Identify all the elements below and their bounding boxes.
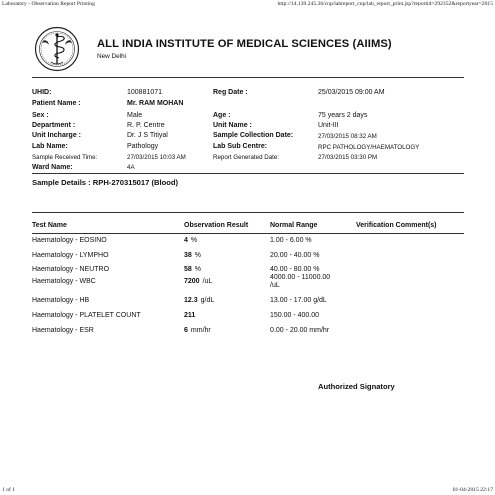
uhid-value: 100881071 [127, 89, 163, 96]
normal-range-line: 4000.00 - 11000.00 [270, 274, 331, 281]
lab-sub-centre-label: Lab Sub Centre: [213, 143, 268, 150]
result-unit: % [194, 252, 202, 259]
sample-received-label: Sample Received Time: [32, 154, 98, 161]
organization-name: ALL INDIA INSTITUTE OF MEDICAL SCIENCES (AIIMS) [97, 38, 392, 50]
result-value: 6 [184, 327, 188, 334]
unit-name-value: Unit-III [318, 122, 339, 129]
normal-range-line: 13.00 - 17.00 g/dL [270, 297, 327, 304]
test-name: Haematology - EOSINO [32, 237, 107, 244]
table-header-rule [32, 233, 464, 234]
observation-result [184, 252, 201, 260]
lab-name-label: Lab Name: [32, 143, 68, 150]
header-divider [32, 77, 464, 78]
department-value: R. P. Centre [127, 122, 165, 129]
browser-title: Laboratory - Observation Report Printing [2, 1, 95, 7]
reg-date-label: Reg Date : [213, 89, 248, 96]
age-label: Age : [213, 112, 231, 119]
observation-result [184, 297, 214, 305]
authorized-signatory: Authorized Signatory [318, 382, 395, 391]
observation-result [184, 237, 197, 245]
print-timestamp: 01-04-2015 22:17 [452, 487, 493, 493]
report-generated-value: 27/03/2015 03:30 PM [318, 154, 378, 161]
col-header-observation-result: Observation Result [184, 222, 249, 229]
normal-range [270, 274, 330, 289]
result-value: 4 [184, 237, 188, 244]
result-value: 12.3 [184, 297, 198, 304]
result-unit: g/dL [200, 297, 215, 304]
normal-range [270, 327, 329, 335]
observation-result [184, 266, 201, 274]
unit-name-label: Unit Name : [213, 122, 252, 129]
test-name: Haematology - WBC [32, 278, 96, 285]
sample-collection-value: 27/03/2015 08:32 AM [318, 133, 377, 140]
normal-range-unit: /uL [270, 281, 280, 289]
normal-range [270, 237, 312, 245]
result-unit: mm/hr [190, 327, 211, 334]
test-name: Haematology - LYMPHO [32, 252, 109, 259]
normal-range-line: 150.00 - 400.00 [270, 312, 320, 319]
result-value: 38 [184, 252, 192, 259]
unit-incharge-value: Dr. J S Titiyal [127, 132, 168, 139]
result-value: 7200 [184, 278, 200, 285]
normal-range-line: 1.00 - 6.00 % [270, 237, 312, 244]
result-unit: % [194, 266, 202, 273]
normal-range [270, 297, 327, 305]
normal-range [270, 312, 319, 320]
observation-result [184, 312, 198, 320]
sample-received-value: 27/03/2015 10:03 AM [127, 154, 186, 161]
test-name: Haematology - PLATELET COUNT [32, 312, 141, 319]
ward-name-value: 4A [127, 164, 135, 171]
normal-range-line: 0.00 - 20.00 mm/hr [270, 327, 330, 334]
patient-name-label: Patient Name : [32, 100, 81, 107]
uhid-label: UHID: [32, 89, 52, 96]
sample-collection-label: Sample Collection Date: [213, 132, 294, 139]
age-value: 75 years 2 days [318, 112, 368, 119]
lab-name-value: Pathology [127, 143, 159, 150]
info-divider [32, 173, 464, 174]
normal-range-line: 20.00 - 40.00 % [270, 252, 320, 259]
test-name: Haematology - NEUTRO [32, 266, 110, 273]
department-label: Department : [32, 122, 76, 129]
normal-range [270, 252, 319, 260]
report-generated-label: Report Generated Date: [213, 154, 280, 161]
col-header-verification-comments: Verification Comment(s) [356, 222, 437, 229]
table-top-rule [32, 212, 464, 213]
result-unit: /uL [202, 278, 213, 285]
col-header-normal-range: Normal Range [270, 222, 318, 229]
lab-sub-centre-value: RPC PATHOLOGY/HAEMATOLOGY [318, 144, 420, 151]
observation-result [184, 278, 212, 286]
sex-label: Sex : [32, 112, 49, 119]
observation-result [184, 327, 211, 335]
browser-url: http://14.139.245.36/cnp/labreport_cnp/lab_report_print.jsp?reportid=292352&reportyear=2015 [277, 1, 493, 7]
organization-city: New Delhi [97, 53, 127, 60]
patient-name-value: Mr. RAM MOHAN [127, 100, 184, 107]
normal-range-line: 40.00 - 80.00 % [270, 266, 320, 273]
normal-range [270, 266, 319, 274]
result-value: 211 [184, 312, 196, 319]
result-value: 58 [184, 266, 192, 273]
sex-value: Male [127, 112, 143, 119]
reg-date-value: 25/03/2015 09:00 AM [318, 89, 385, 96]
page-count: 1 of 1 [2, 487, 16, 493]
sample-details: Sample Details : RPH-270315017 (Blood) [32, 178, 179, 187]
col-header-test-name: Test Name [32, 222, 67, 229]
ward-name-label: Ward Name: [32, 164, 73, 171]
aiims-logo-icon [34, 26, 80, 72]
unit-incharge-label: Unit Incharge : [32, 132, 82, 139]
test-name: Haematology - ESR [32, 327, 94, 334]
test-name: Haematology - HB [32, 297, 90, 304]
result-unit: % [190, 237, 198, 244]
